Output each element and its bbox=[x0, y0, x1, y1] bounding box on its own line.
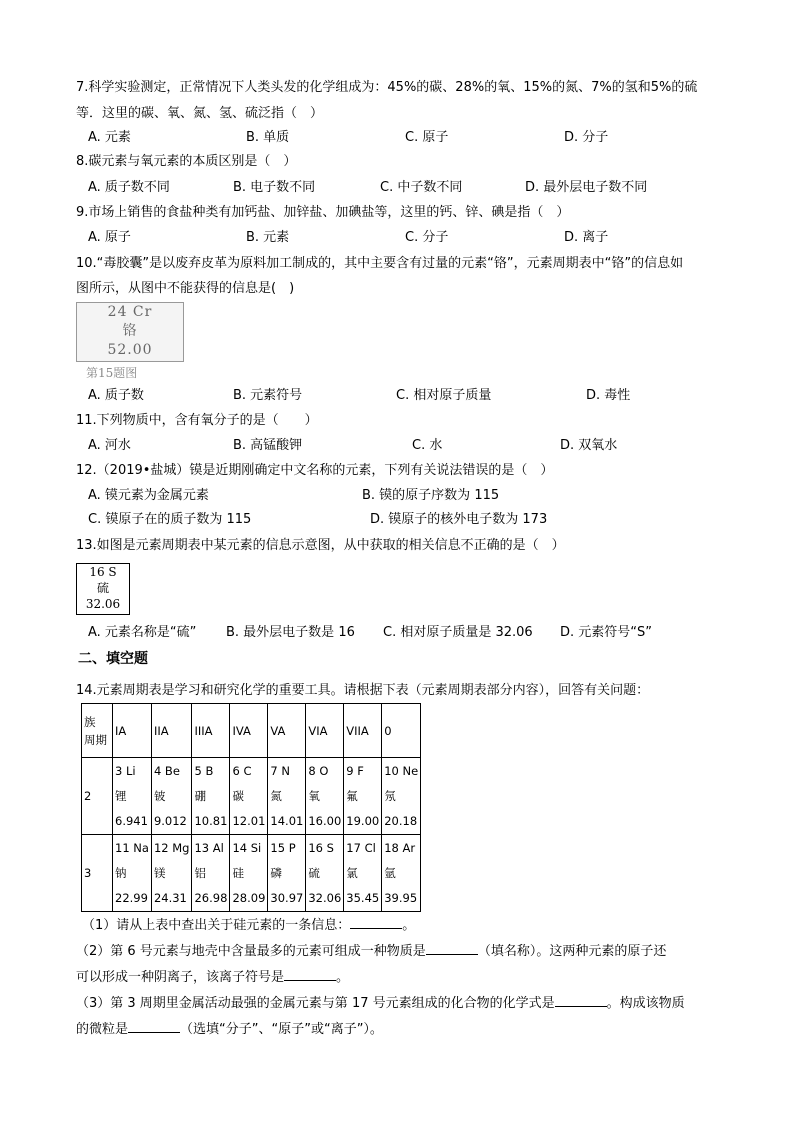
answer-blank[interactable] bbox=[284, 968, 336, 981]
element-cell: 17 Cl 氯 35.45 bbox=[344, 835, 382, 912]
question-7-line2: 等．这里的碳、氧、氮、氢、硫泛指（ ） bbox=[76, 106, 324, 121]
question-10-line2: 图所示，从图中不能获得的信息是( ) bbox=[76, 281, 295, 296]
q10-option-d: D. 毒性 bbox=[586, 388, 631, 403]
q11-option-d: D. 双氧水 bbox=[560, 438, 618, 453]
question-13: 13.如图是元素周期表中某元素的信息示意图，从中获取的相关信息不正确的是（ ） bbox=[76, 538, 565, 553]
question-12: 12.（2019•盐城）镆是近期刚确定中文名称的元素，下列有关说法错误的是（ ） bbox=[76, 463, 554, 478]
period-row-3 bbox=[82, 835, 421, 912]
group-header: VIA bbox=[306, 704, 344, 758]
q8-option-a: A. 质子数不同 bbox=[88, 180, 170, 195]
q13-option-d: D. 元素符号“S” bbox=[560, 625, 652, 640]
question-10-line1: 10.“毒胶囊”是以废弃皮革为原料加工制成的，其中主要含有过量的元素“铬”，元素周期表中“铬”的信息如 bbox=[76, 256, 684, 271]
element-cell: 14 Si 硅 28.09 bbox=[230, 835, 268, 912]
tile-element-name: 铬 bbox=[122, 323, 138, 339]
question-11: 11.下列物质中，含有氧分子的是（ ） bbox=[76, 413, 318, 428]
tile-number-symbol: 24 Cr bbox=[107, 304, 153, 320]
element-cell: 12 Mg 镁 24.31 bbox=[151, 835, 192, 912]
element-cell: 9 F 氟 19.00 bbox=[344, 758, 382, 835]
sub-question-3-line2: 的微粒是 （选填“分子”、“原子”或“离子”）。 bbox=[76, 1022, 383, 1037]
tile-number-symbol: 16 S bbox=[89, 565, 117, 579]
q7-option-a: A. 元素 bbox=[88, 130, 131, 145]
sub-question-3-line1: （3）第 3 周期里金属活动最强的金属元素与第 17 号元素组成的化合物的化学式是 。构成该物质 bbox=[76, 996, 685, 1011]
q7-option-d: D. 分子 bbox=[564, 130, 609, 145]
tile-atomic-mass: 52.00 bbox=[107, 342, 153, 358]
sub-question-2-line2: 可以形成一种阴离子，该离子符号是 。 bbox=[76, 970, 350, 985]
table-corner-cell: 族 周期 bbox=[82, 704, 113, 758]
sulfur-element-tile bbox=[76, 563, 130, 615]
section-heading: 二、填空题 bbox=[78, 651, 148, 667]
q9-option-d: D. 离子 bbox=[564, 230, 609, 245]
q11-option-c: C. 水 bbox=[412, 438, 443, 453]
table-header-row bbox=[82, 704, 421, 758]
element-cell: 15 P 磷 30.97 bbox=[268, 835, 306, 912]
answer-blank[interactable] bbox=[555, 994, 607, 1007]
group-header: VA bbox=[268, 704, 306, 758]
q8-option-b: B. 电子数不同 bbox=[233, 180, 316, 195]
q13-option-a: A. 元素名称是“硫” bbox=[88, 625, 197, 640]
element-cell: 3 Li 锂 6.941 bbox=[113, 758, 152, 835]
element-cell: 16 S 硫 32.06 bbox=[306, 835, 344, 912]
q11-option-b: B. 高锰酸钾 bbox=[233, 438, 303, 453]
q12-option-c: C. 镆原子在的质子数为 115 bbox=[88, 512, 252, 527]
q13-option-b: B. 最外层电子数是 16 bbox=[226, 625, 355, 640]
group-header: IIA bbox=[151, 704, 192, 758]
element-cell: 8 O 氧 16.00 bbox=[306, 758, 344, 835]
answer-blank[interactable] bbox=[426, 942, 478, 955]
element-cell: 5 B 硼 10.81 bbox=[192, 758, 230, 835]
period-label: 2 bbox=[82, 758, 113, 835]
q12-option-a: A. 镆元素为金属元素 bbox=[88, 488, 209, 503]
element-cell: 13 Al 铝 26.98 bbox=[192, 835, 230, 912]
element-cell: 11 Na 钠 22.99 bbox=[113, 835, 152, 912]
q13-option-c: C. 相对原子质量是 32.06 bbox=[383, 625, 533, 640]
q11-option-a: A. 河水 bbox=[88, 438, 131, 453]
sub-question-1: （1）请从上表中查出关于硅元素的一条信息： 。 bbox=[82, 918, 416, 933]
q9-option-a: A. 原子 bbox=[88, 230, 131, 245]
element-cell: 4 Be 铍 9.012 bbox=[151, 758, 192, 835]
question-9: 9.市场上销售的食盐种类有加钙盐、加锌盐、加碘盐等，这里的钙、锌、碘是指（ ） bbox=[76, 205, 570, 220]
q9-option-b: B. 元素 bbox=[246, 230, 290, 245]
q10-option-c: C. 相对原子质量 bbox=[396, 388, 492, 403]
figure-caption: 第15题图 bbox=[86, 366, 138, 380]
group-header: IA bbox=[113, 704, 152, 758]
question-7-line1: 7.科学实验测定，正常情况下人类头发的化学组成为：45%的碳、28%的氧、15%的氮、7%的氢和5%的硫 bbox=[76, 80, 698, 95]
q12-option-b: B. 镆的原子序数为 115 bbox=[362, 488, 500, 503]
question-8: 8.碳元素与氧元素的本质区别是（ ） bbox=[76, 154, 297, 169]
tile-element-name: 硫 bbox=[96, 581, 109, 595]
element-cell: 6 C 碳 12.01 bbox=[230, 758, 268, 835]
q10-option-b: B. 元素符号 bbox=[233, 388, 303, 403]
element-cell: 7 N 氮 14.01 bbox=[268, 758, 306, 835]
element-cell: 18 Ar 氩 39.95 bbox=[382, 835, 421, 912]
group-header: VIIA bbox=[344, 704, 382, 758]
answer-blank[interactable] bbox=[350, 916, 402, 929]
periodic-table bbox=[81, 703, 421, 912]
period-label: 3 bbox=[82, 835, 113, 912]
group-header: IIIA bbox=[192, 704, 230, 758]
q8-option-c: C. 中子数不同 bbox=[380, 180, 463, 195]
q8-option-d: D. 最外层电子数不同 bbox=[525, 180, 648, 195]
chromium-element-tile bbox=[76, 302, 184, 362]
q7-option-b: B. 单质 bbox=[246, 130, 290, 145]
period-row-2 bbox=[82, 758, 421, 835]
answer-blank[interactable] bbox=[128, 1020, 180, 1033]
q12-option-d: D. 镆原子的核外电子数为 173 bbox=[370, 512, 548, 527]
q9-option-c: C. 分子 bbox=[405, 230, 449, 245]
question-14: 14.元素周期表是学习和研究化学的重要工具。请根据下表（元素周期表部分内容），回答有关问题： bbox=[76, 683, 650, 698]
q10-option-a: A. 质子数 bbox=[88, 388, 144, 403]
group-header: 0 bbox=[382, 704, 421, 758]
q7-option-c: C. 原子 bbox=[405, 130, 449, 145]
sub-question-2-line1: （2）第 6 号元素与地壳中含量最多的元素可组成一种物质是 （填名称）。这两种元素的原子还 bbox=[76, 944, 667, 959]
group-header: IVA bbox=[230, 704, 268, 758]
tile-atomic-mass: 32.06 bbox=[85, 597, 121, 611]
element-cell: 10 Ne 氖 20.18 bbox=[382, 758, 421, 835]
